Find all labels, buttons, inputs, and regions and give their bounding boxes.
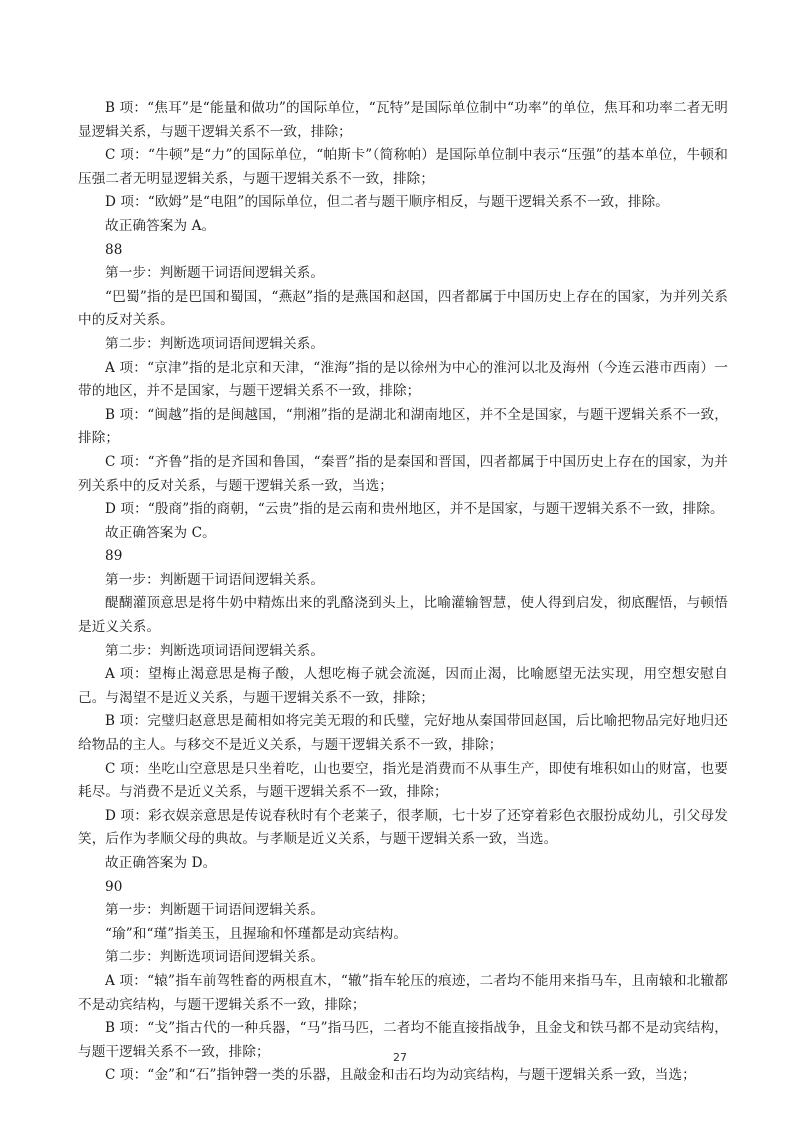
paragraph: C 项：“金”和“石”指钟磬一类的乐器，且敲金和击石均为动宾结构，与题干逻辑关系一致，当选；: [105, 1067, 696, 1084]
paragraph: 89: [105, 548, 123, 565]
page-number: 27: [393, 1051, 407, 1064]
paragraph: B 项：“戈”指古代的一种兵器，“马”指马匹，二者均不能直接指战争，且金戈和铁马都不是动宾结构，与题干逻辑关系不一致，排除；: [78, 1020, 728, 1060]
paragraph: C 项：“齐鲁”指的是齐国和鲁国，“秦晋”指的是秦国和晋国，四者都属于中国历史上存在的国家，为并列关系中的反对关系，与题干逻辑关系一致，当选；: [78, 453, 728, 494]
paragraph: 第二步：判断选项词语间逻辑关系。: [105, 949, 325, 966]
paragraph: 醍醐灌顶意思是将牛奶中精炼出来的乳酪浇到头上，比喻灌输智慧，使人得到启发，彻底醒悟，与顿悟是近义关系。: [78, 595, 728, 636]
paragraph: B 项：“焦耳”是“能量和做功”的国际单位，“瓦特”是国际单位制中“功率”的单位，焦耳和功率二者无明显逻辑关系，与题干逻辑关系不一致，排除；: [78, 100, 728, 140]
paragraph: “瑜”和“瑾”指美玉，且握瑜和怀瑾都是动宾结构。: [105, 925, 408, 942]
paragraph: 故正确答案为 A。: [105, 217, 216, 234]
paragraph: C 项：坐吃山空意思是只坐着吃，山也要空，指光是消费而不从事生产，即使有堆积如山的财富，也要耗尽。与消费不是近义关系，与题干逻辑关系不一致，排除；: [78, 760, 728, 801]
paragraph: “巴蜀”指的是巴国和蜀国，“燕赵”指的是燕国和赵国，四者都属于中国历史上存在的国家，为并列关系中的反对关系。: [78, 288, 728, 329]
paragraph: 90: [105, 878, 123, 895]
paragraph: 第二步：判断选项词语间逻辑关系。: [105, 642, 325, 659]
paragraph: 故正确答案为 D。: [105, 855, 217, 871]
paragraph: 第一步：判断题干词语间逻辑关系。: [105, 265, 325, 282]
paragraph: C 项：“牛顿”是“力”的国际单位，“帕斯卡”（简称帕）是国际单位制中表示“压强”的基本单位，牛顿和压强二者无明显逻辑关系，与题干逻辑关系不一致，排除；: [78, 147, 728, 187]
paragraph: 第一步：判断题干词语间逻辑关系。: [105, 571, 325, 588]
paragraph: 第二步：判断选项词语间逻辑关系。: [105, 335, 325, 352]
paragraph: B 项：“闽越”指的是闽越国，“荆湘”指的是湖北和湖南地区，并不全是国家，与题干逻辑关系不一致，排除；: [78, 406, 728, 447]
document-body: [78, 97, 728, 1088]
paragraph: A 项：“辕”指车前驾牲畜的两根直木，“辙”指车轮压的痕迹，二者均不能用来指马车，且南辕和北辙都不是动宾结构，与题干逻辑关系不一致，排除；: [78, 972, 728, 1013]
paragraph: 故正确答案为 C。: [105, 524, 216, 541]
paragraph: A 项：望梅止渴意思是梅子酸，人想吃梅子就会流涎，因而止渴，比喻愿望无法实现，用空想安慰自己。与渴望不是近义关系，与题干逻辑关系不一致，排除；: [78, 666, 728, 706]
paragraph: 第一步：判断题干词语间逻辑关系。: [105, 902, 325, 919]
paragraph: A 项：“京津”指的是北京和天津，“淮海”指的是以徐州为中心的淮河以北及海州（今连云港市西南）一带的地区，并不是国家，与题干逻辑关系不一致，排除；: [78, 359, 728, 400]
paragraph: D 项：彩衣娱亲意思是传说春秋时有个老莱子，很孝顺，七十岁了还穿着彩色衣服扮成幼儿，引父母发笑，后作为孝顺父母的典故。与孝顺是近义关系，与题干逻辑关系一致，当选。: [78, 807, 728, 848]
paragraph: D 项：“欧姆”是“电阻”的国际单位，但二者与题干顺序相反，与题干逻辑关系不一致，排除。: [105, 194, 669, 211]
paragraph: D 项：“殷商”指的商朝，“云贵”指的是云南和贵州地区，并不是国家，与题干逻辑关系不一致，排除。: [105, 501, 724, 518]
paragraph: B 项：完璧归赵意思是蔺相如将完美无瑕的和氏璧，完好地从秦国带回赵国，后比喻把物品完好地归还给物品的主人。与移交不是近义关系，与题干逻辑关系不一致，排除；: [78, 713, 728, 754]
paragraph: 88: [105, 241, 123, 258]
